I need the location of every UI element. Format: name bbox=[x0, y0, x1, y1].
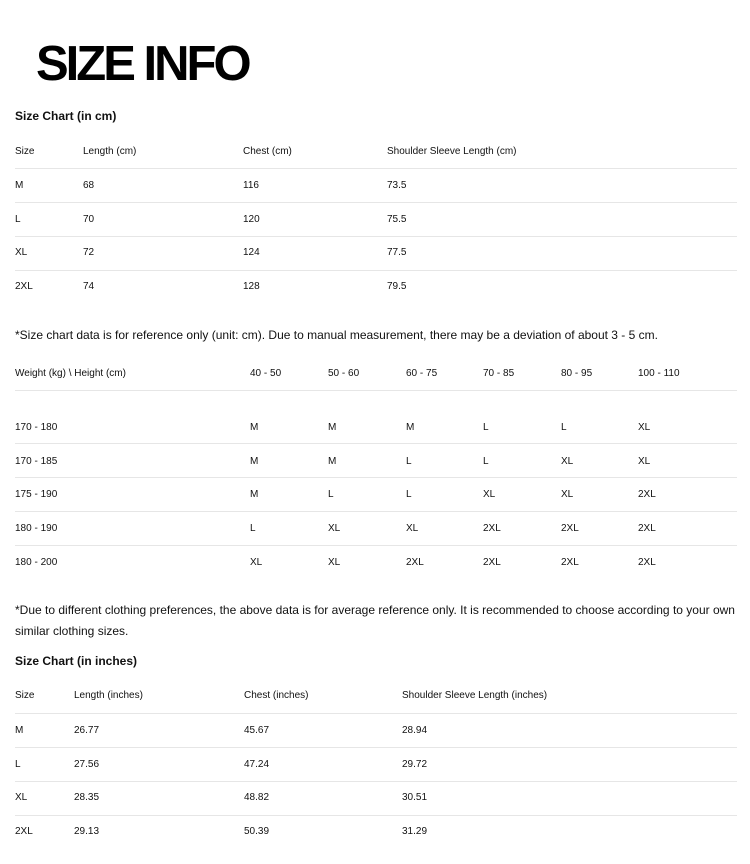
cm-table-cell: 77.5 bbox=[387, 247, 407, 259]
inch-header-cell: Length (inches) bbox=[74, 690, 143, 701]
recommendation-table-cell: L bbox=[561, 422, 567, 433]
row-divider bbox=[15, 390, 737, 391]
cm-table-cell: 128 bbox=[243, 281, 260, 293]
inch-table-cell: 48.82 bbox=[244, 792, 270, 804]
recommendation-table-cell: L bbox=[483, 422, 489, 433]
inch-table-cell: 26.77 bbox=[74, 725, 100, 736]
recommendation-header-cell: 40 - 50 bbox=[250, 368, 282, 379]
cm-table-cell: 68 bbox=[83, 180, 95, 191]
inch-table-cell: 30.51 bbox=[402, 792, 428, 804]
recommendation-table-cell: L bbox=[250, 523, 256, 535]
row-divider bbox=[15, 270, 737, 271]
inch-table-cell: 29.13 bbox=[74, 826, 100, 838]
inch-table-cell: 50.39 bbox=[244, 826, 270, 838]
recommendation-header-cell: Weight (kg) \ Height (cm) bbox=[15, 368, 126, 379]
inch-header-cell: Size bbox=[15, 690, 35, 701]
row-divider bbox=[15, 477, 737, 478]
recommendation-table-cell: XL bbox=[561, 455, 574, 467]
recommendation-table-cell: XL bbox=[483, 489, 496, 501]
recommendation-header-cell: 50 - 60 bbox=[328, 368, 360, 379]
recommendation-table-cell: 2XL bbox=[561, 523, 579, 535]
preference-note: *Due to different clothing preferences, the above data is for average reference only. It is recommended to choose according to your own similar clothing sizes. bbox=[15, 603, 735, 638]
row-divider bbox=[15, 781, 737, 782]
recommendation-table-cell: XL bbox=[328, 523, 341, 535]
inch-table-cell: 2XL bbox=[15, 826, 33, 838]
inch-header-cell: Shoulder Sleeve Length (inches) bbox=[402, 690, 548, 701]
recommendation-table-cell: L bbox=[406, 489, 412, 501]
recommendation-table-cell: 170 - 185 bbox=[15, 455, 58, 467]
cm-table-cell: 116 bbox=[243, 180, 259, 191]
recommendation-table-cell: XL bbox=[250, 556, 263, 568]
recommendation-header-cell: 100 - 110 bbox=[638, 368, 680, 379]
recommendation-table-cell: XL bbox=[638, 455, 651, 467]
cm-table-cell: 74 bbox=[83, 281, 95, 293]
cm-header-cell: Length (cm) bbox=[83, 146, 137, 157]
recommendation-table-cell: M bbox=[250, 422, 259, 433]
recommendation-table-cell: L bbox=[406, 455, 412, 467]
recommendation-table-cell: 170 - 180 bbox=[15, 422, 58, 433]
recommendation-table-cell: 2XL bbox=[483, 556, 501, 568]
recommendation-table-cell: 2XL bbox=[638, 556, 656, 568]
recommendation-table-cell: XL bbox=[638, 422, 651, 433]
recommendation-table-cell: L bbox=[328, 489, 334, 501]
row-divider bbox=[15, 713, 737, 714]
inch-table-cell: 45.67 bbox=[244, 725, 270, 736]
row-divider bbox=[15, 545, 737, 546]
cm-chart-heading: Size Chart (in cm) bbox=[15, 109, 117, 123]
recommendation-table-cell: 2XL bbox=[483, 523, 501, 535]
inch-table-cell: 47.24 bbox=[244, 758, 270, 770]
row-divider bbox=[15, 815, 737, 816]
cm-header-cell: Size bbox=[15, 146, 35, 157]
recommendation-table-cell: M bbox=[250, 489, 259, 501]
inch-header-cell: Chest (inches) bbox=[244, 690, 309, 701]
cm-table-cell: L bbox=[15, 213, 21, 225]
row-divider bbox=[15, 511, 737, 512]
recommendation-table-cell: 180 - 200 bbox=[15, 556, 58, 568]
measurement-note: *Size chart data is for reference only (unit: cm). Due to manual measurement, there may be a deviation of about 3 - 5 cm. bbox=[15, 328, 658, 342]
cm-table-cell: M bbox=[15, 180, 24, 191]
row-divider bbox=[15, 443, 737, 444]
recommendation-table-cell: L bbox=[483, 455, 489, 467]
inch-table-cell: 28.94 bbox=[402, 725, 428, 736]
cm-table-cell: 73.5 bbox=[387, 180, 407, 191]
cm-header-cell: Chest (cm) bbox=[243, 146, 292, 157]
cm-table-cell: 79.5 bbox=[387, 281, 407, 293]
cm-table-cell: 2XL bbox=[15, 281, 33, 293]
inch-table-cell: 31.29 bbox=[402, 826, 428, 838]
inch-table-cell: XL bbox=[15, 792, 28, 804]
recommendation-table-cell: 175 - 190 bbox=[15, 489, 58, 501]
inch-table-cell: L bbox=[15, 758, 21, 770]
page-title: SIZE INFO bbox=[36, 37, 249, 91]
cm-table-cell: 124 bbox=[243, 247, 260, 259]
cm-table-cell: 75.5 bbox=[387, 213, 407, 225]
recommendation-table-cell: M bbox=[250, 455, 259, 467]
cm-table-cell: XL bbox=[15, 247, 28, 259]
cm-table-cell: 70 bbox=[83, 213, 95, 225]
recommendation-table-cell: M bbox=[328, 455, 337, 467]
cm-table-cell: 120 bbox=[243, 213, 260, 225]
recommendation-table-cell: XL bbox=[406, 523, 419, 535]
recommendation-table-cell: M bbox=[328, 422, 337, 433]
recommendation-table-cell: 2XL bbox=[406, 556, 424, 568]
recommendation-header-cell: 80 - 95 bbox=[561, 368, 593, 379]
inch-chart-heading: Size Chart (in inches) bbox=[15, 654, 138, 668]
cm-table-cell: 72 bbox=[83, 247, 95, 259]
recommendation-table-cell: XL bbox=[561, 489, 574, 501]
inch-table-cell: 29.72 bbox=[402, 758, 428, 770]
row-divider bbox=[15, 236, 737, 237]
recommendation-table-cell: 2XL bbox=[638, 489, 656, 501]
cm-header-cell: Shoulder Sleeve Length (cm) bbox=[387, 146, 517, 157]
recommendation-table-cell: 180 - 190 bbox=[15, 523, 58, 535]
inch-table-cell: 28.35 bbox=[74, 792, 100, 804]
row-divider bbox=[15, 202, 737, 203]
recommendation-header-cell: 60 - 75 bbox=[406, 368, 438, 379]
inch-table-cell: M bbox=[15, 725, 24, 736]
recommendation-table-cell: 2XL bbox=[561, 556, 579, 568]
row-divider bbox=[15, 747, 737, 748]
recommendation-table-cell: XL bbox=[328, 556, 341, 568]
recommendation-header-cell: 70 - 85 bbox=[483, 368, 515, 379]
row-divider bbox=[15, 168, 737, 169]
recommendation-table-cell: 2XL bbox=[638, 523, 656, 535]
recommendation-table-cell: M bbox=[406, 422, 415, 433]
inch-table-cell: 27.56 bbox=[74, 758, 100, 770]
